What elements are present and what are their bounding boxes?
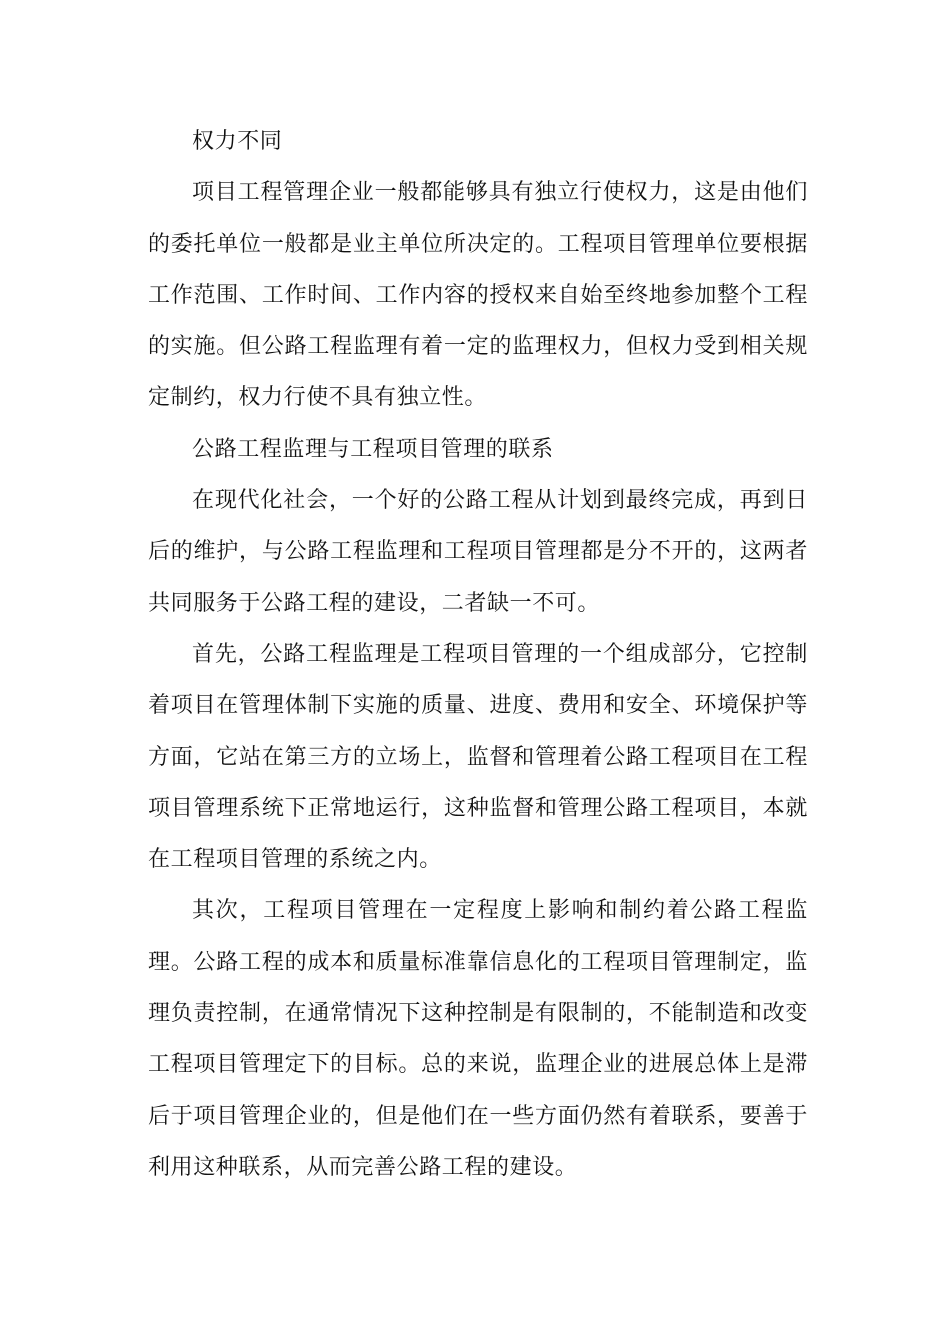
paragraph-independent-power: 项目工程管理企业一般都能够具有独立行使权力，这是由他们的委托单位一般都是业主单位所决定的。工程项目管理单位要根据工作范围、工作时间、工作内容的授权来自始至终地参加整个工程的实施。但公路工程监理有着一定的监理权力，但权力受到相关规定制约，权力行使不具有独立性。	[148, 180, 808, 411]
paragraph-firstly: 首先，公路工程监理是工程项目管理的一个组成部分，它控制着项目在管理体制下实施的质量、进度、费用和安全、环境保护等方面，它站在第三方的立场上，监督和管理着公路工程项目在工程项目管理系统下正常地运行，这种监督和管理公路工程项目，本就在工程项目管理的系统之内。	[148, 641, 808, 873]
paragraph-secondly: 其次，工程项目管理在一定程度上影响和制约着公路工程监理。公路工程的成本和质量标准靠信息化的工程项目管理制定，监理负责控制，在通常情况下这种控制是有限制的，不能制造和改变工程项目管理定下的目标。总的来说，监理企业的进展总体上是滞后于项目管理企业的，但是他们在一些方面仍然有着联系，要善于利用这种联系，从而完善公路工程的建设。	[148, 898, 808, 1180]
section-heading-power-difference: 权力不同	[192, 129, 283, 154]
section-heading-relationship: 公路工程监理与工程项目管理的联系	[192, 436, 554, 462]
paragraph-modern-society: 在现代化社会，一个好的公路工程从计划到最终完成，再到日后的维护，与公路工程监理和工程项目管理都是分不开的，这两者共同服务于公路工程的建设，二者缺一不可。	[148, 488, 808, 616]
document-body	[148, 116, 808, 1193]
